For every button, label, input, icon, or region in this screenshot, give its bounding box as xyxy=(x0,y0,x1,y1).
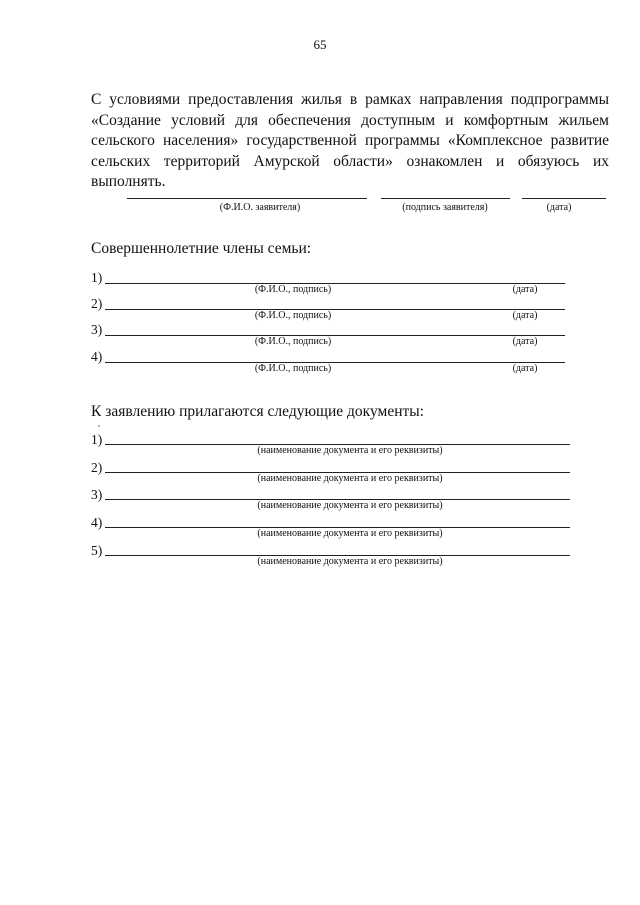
family-entry xyxy=(0,322,640,350)
family-entry xyxy=(0,296,640,324)
family-entry-number: 2) xyxy=(91,296,103,311)
family-entry-name-caption: (Ф.И.О., подпись) xyxy=(254,310,332,321)
family-entry-date-caption: (дата) xyxy=(512,336,538,347)
applicant-signature-line[interactable] xyxy=(381,198,510,199)
documents-heading: К заявлению прилагаются следующие документы: xyxy=(91,403,424,420)
family-entry-name-caption: (Ф.И.О., подпись) xyxy=(254,336,332,347)
family-heading: Совершеннолетние члены семьи: xyxy=(91,240,312,257)
intro-paragraph: С условиями предоставления жилья в рамках направления подпрограммы «Создание условий для обеспечения доступным и комфортным жильем сельского населения» государственной программы «Комплексное развитие сельских территорий Амурской области» ознакомлен и обязуюсь их выполнять. xyxy=(91,91,609,190)
page-number: 65 xyxy=(313,37,327,52)
family-entry-number: 1) xyxy=(91,270,103,285)
family-entry-number: 3) xyxy=(91,322,103,337)
family-entry-line[interactable] xyxy=(105,283,565,284)
family-entry-line[interactable] xyxy=(105,309,565,310)
family-entry-name-caption: (Ф.И.О., подпись) xyxy=(254,363,332,374)
document-entry-caption: (наименование документа и его реквизиты) xyxy=(257,528,443,539)
family-entry-date-caption: (дата) xyxy=(512,284,538,295)
document-entry-caption: (наименование документа и его реквизиты) xyxy=(257,445,443,456)
document-entry xyxy=(0,487,640,515)
document-entry xyxy=(0,460,640,488)
family-entry xyxy=(0,349,640,377)
applicant-name-line[interactable] xyxy=(127,198,367,199)
family-entry xyxy=(0,270,640,298)
document-entry-number: 4) xyxy=(91,515,103,530)
document-entry xyxy=(0,515,640,543)
family-entry-name-caption: (Ф.И.О., подпись) xyxy=(254,284,332,295)
scan-speck xyxy=(98,425,100,427)
document-entry-caption: (наименование документа и его реквизиты) xyxy=(257,500,443,511)
family-entry-line[interactable] xyxy=(105,335,565,336)
family-entry-date-caption: (дата) xyxy=(512,310,538,321)
family-entry-number: 4) xyxy=(91,349,103,364)
document-entry xyxy=(0,543,640,571)
applicant-signature-caption: (подпись заявителя) xyxy=(402,202,488,213)
applicant-date-caption: (дата) xyxy=(546,202,572,213)
family-entry-date-caption: (дата) xyxy=(512,363,538,374)
family-entry-line[interactable] xyxy=(105,362,565,363)
document-entry-number: 1) xyxy=(91,432,103,447)
applicant-name-caption: (Ф.И.О. заявителя) xyxy=(219,202,301,213)
applicant-date-line[interactable] xyxy=(522,198,606,199)
document-entry-caption: (наименование документа и его реквизиты) xyxy=(257,473,443,484)
document-entry-number: 3) xyxy=(91,487,103,502)
document-entry-number: 5) xyxy=(91,543,103,558)
document-entry-caption: (наименование документа и его реквизиты) xyxy=(257,556,443,567)
applicant-signature-row xyxy=(0,196,640,226)
document-entry-number: 2) xyxy=(91,460,103,475)
document-entry xyxy=(0,432,640,460)
